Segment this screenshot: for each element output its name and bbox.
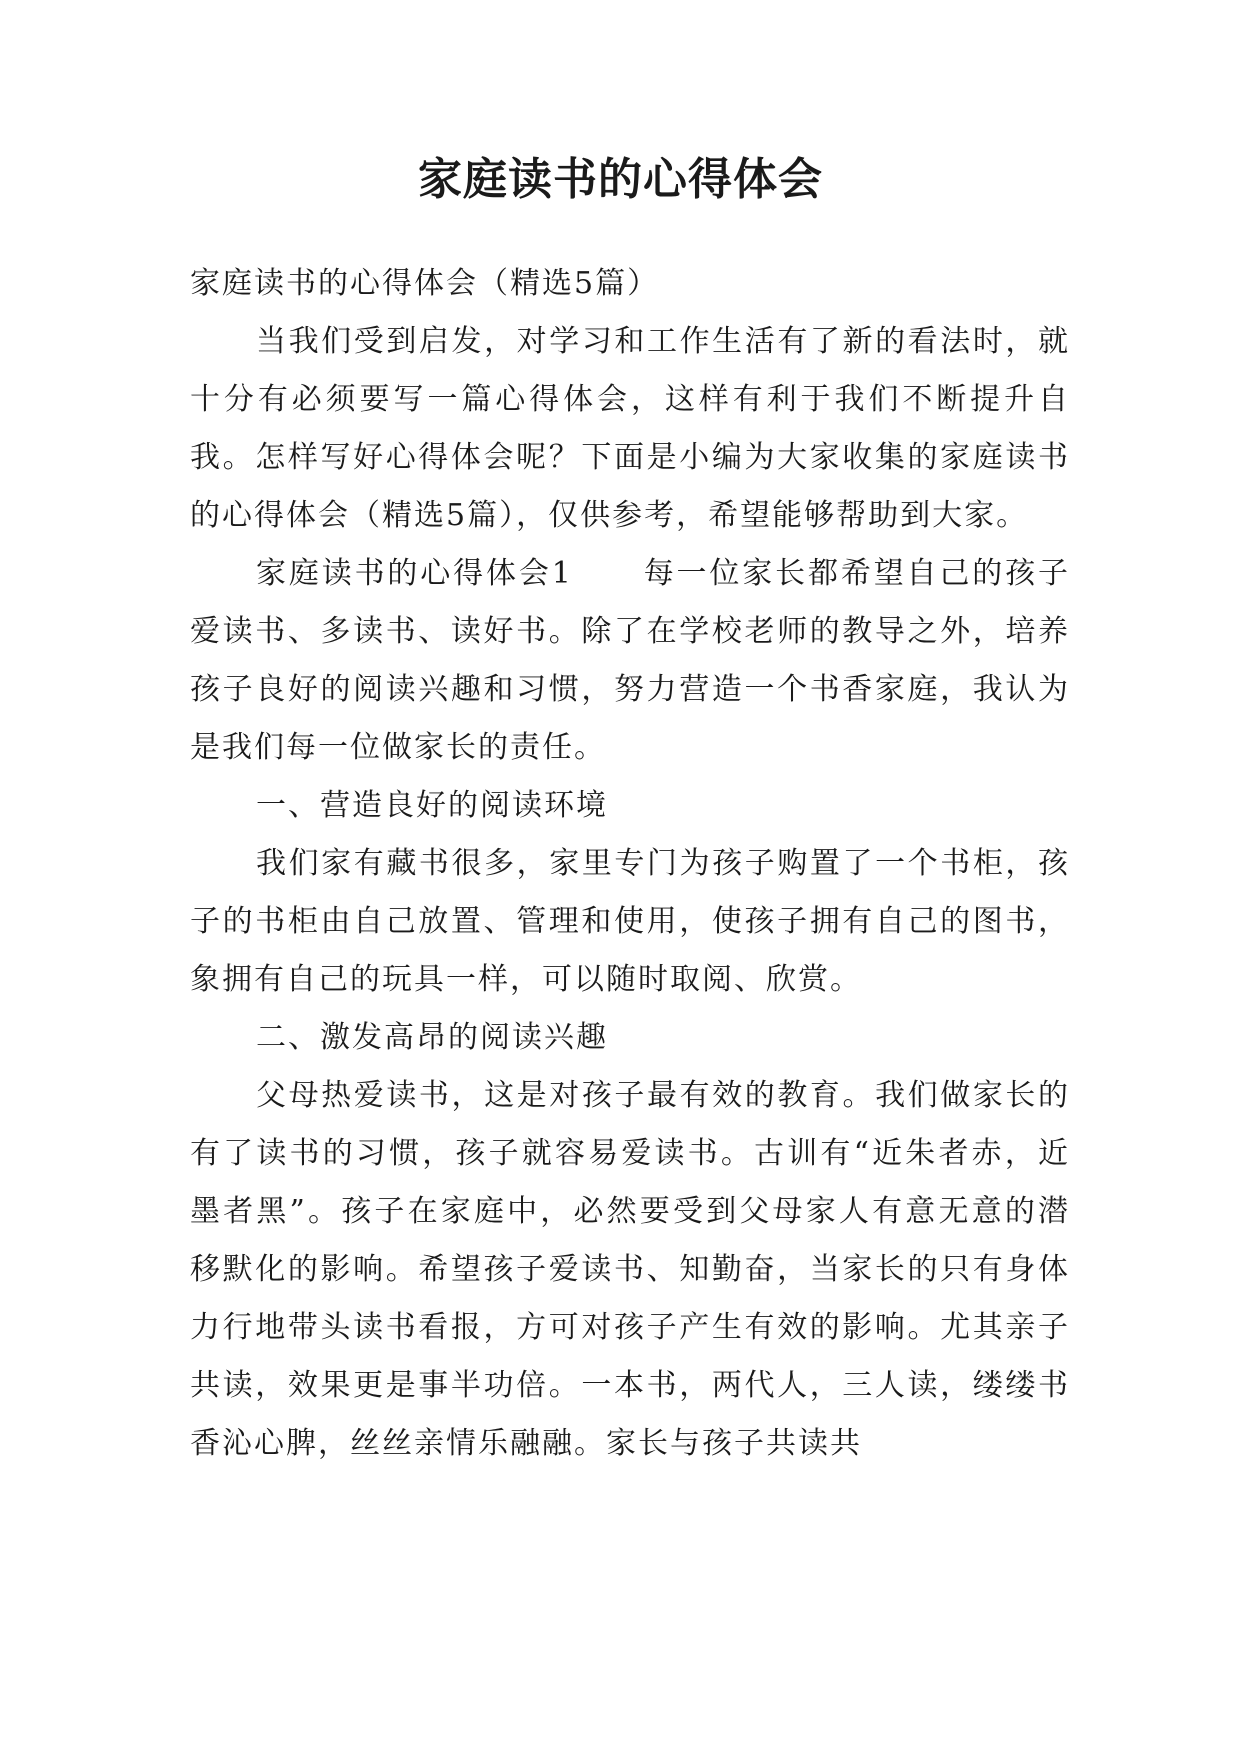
document-body <box>190 255 1070 1473</box>
paragraph-1: 我们家有藏书很多，家里专门为孩子购置了一个书柜，孩子的书柜由自己放置、管理和使用，使孩子拥有自己的图书，象拥有自己的玩具一样，可以随时取阅、欣赏。 <box>190 846 1070 997</box>
document-subtitle: 家庭读书的心得体会（精选5篇） <box>190 266 660 301</box>
heading-2: 二、激发高昂的阅读兴趣 <box>256 1020 608 1055</box>
section-1-label: 家庭读书的心得体会1 <box>256 556 573 591</box>
document-title: 家庭读书的心得体会 <box>418 154 823 205</box>
section-1-lead: 每一位家长都希望自己的孩子爱读书、多读书、读好书。除了在学校老师的教导之外，培养孩子良好的阅读兴趣和习惯，努力营造一个书香家庭，我认为是我们每一位做家长的责任。 <box>190 556 1070 765</box>
paragraph-2: 父母热爱读书，这是对孩子最有效的教育。我们做家长的有了读书的习惯，孩子就容易爱读书。古训有“近朱者赤，近墨者黑”。孩子在家庭中，必然要受到父母家人有意无意的潜移默化的影响。希望孩子爱读书、知勤奋，当家长的只有身体力行地带头读书看报，方可对孩子产生有效的影响。尤其亲子共读，效果更是事半功倍。一本书，两代人，三人读，缕缕书香沁心脾，丝丝亲情乐融融。家长与孩子共读共 <box>190 1078 1070 1461</box>
intro-paragraph: 当我们受到启发，对学习和工作生活有了新的看法时，就十分有必须要写一篇心得体会，这样有利于我们不断提升自我。怎样写好心得体会呢？下面是小编为大家收集的家庭读书的心得体会（精选5篇），仅供参考，希望能够帮助到大家。 <box>190 324 1070 533</box>
section-1-paragraph <box>190 545 1070 777</box>
heading-1: 一、营造良好的阅读环境 <box>256 788 608 823</box>
